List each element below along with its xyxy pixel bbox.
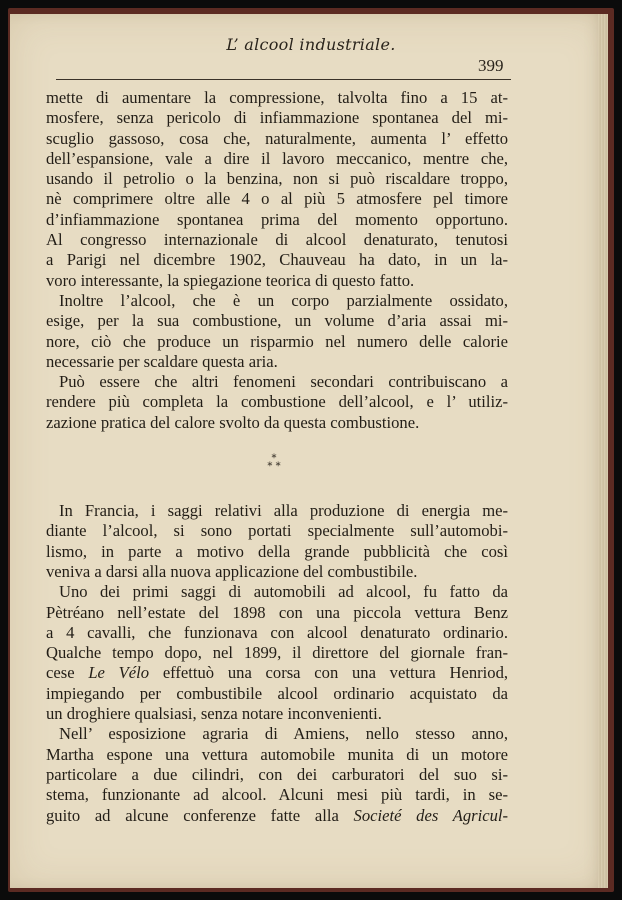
italic-title: Societé des Agricul-: [353, 805, 508, 825]
text-line: usando il petrolio o la benzina, non si può riscaldare troppo,: [46, 169, 508, 189]
page-number: 399: [478, 56, 504, 75]
text-line: a Parigi nel dicembre 1902, Chauveau ha dato, in un la-: [46, 250, 508, 270]
section-asterism: [46, 433, 508, 501]
page-edges: [598, 14, 608, 888]
asterism-mark: * * *: [267, 453, 281, 473]
text-line: stema, funzionante ad alcool. Alcuni mesi più tardi, in se-: [46, 785, 508, 805]
text-line: impiegando per combustibile alcool ordinario acquistato da: [46, 683, 508, 703]
text-fragment: guito ad alcune conferenze fatte alla: [46, 805, 339, 825]
italic-title: Le Vélo: [88, 663, 150, 683]
text-line: Inoltre l’alcool, che è un corpo parzialmente ossidato,: [59, 290, 508, 310]
text-line-mixed: [46, 806, 508, 826]
text-line: Nell’ esposizione agraria di Amiens, nello stesso anno,: [59, 724, 508, 744]
text-line: mette di aumentare la compressione, talvolta fino a 15 at-: [46, 88, 508, 107]
text-line: d’infiammazione spontanea prima del momento opportuno.: [46, 209, 508, 229]
text-line: Martha espone una vettura automobile munita di un motore: [46, 744, 508, 764]
text-line: dell’espansione, vale a dire il lavoro meccanico, mentre che,: [46, 148, 508, 168]
text-line: rendere più completa la combustione dell’alcool, e l’ utiliz-: [46, 392, 508, 412]
text-line: nè comprimere oltre alle 4 o al più 5 atmosfere pel timore: [46, 189, 508, 209]
text-fragment: effettuò una corsa con una vettura Henriod,: [162, 663, 509, 683]
text-line: particolare a due cilindri, con dei carburatori del suo si-: [46, 764, 508, 784]
text-line: mosfere, senza pericolo di infiammazione spontanea del mi-: [46, 108, 508, 128]
text-line: veniva a darsi alla nuova applicazione del combustibile.: [46, 561, 418, 581]
text-line: a 4 cavalli, che funzionava con alcool denaturato ordinario.: [46, 622, 508, 642]
header-rule: [56, 79, 511, 80]
text-line: zazione pratica del calore svolto da questa combustione.: [46, 412, 420, 432]
text-line: diante l’alcool, si sono portati specialmente sull’automobi-: [46, 521, 508, 541]
text-line: lismo, in parte a motivo della grande pubblicità che così: [46, 541, 508, 561]
text-line: voro interessante, la spiegazione teorica di questo fatto.: [46, 270, 415, 290]
text-line: Pètréano nell’estate del 1898 con una piccola vettura Benz: [46, 602, 508, 622]
text-line: esige, per la sua combustione, un volume d’aria assai mi-: [46, 311, 508, 331]
text-line: necessarie per scaldare questa aria.: [46, 351, 278, 371]
running-head-title: L’ alcool industriale.: [226, 35, 396, 54]
text-line: nore, ciò che produce un risparmio nel numero delle calorie: [46, 331, 508, 351]
page-body: [46, 88, 508, 826]
text-line: Al congresso internazionale di alcool denaturato, tenutosi: [46, 230, 508, 250]
text-line: Può essere che altri fenomeni secondari contribuiscano a: [59, 372, 508, 392]
text-fragment: cese: [46, 663, 75, 683]
text-line-mixed: [46, 663, 508, 683]
text-line: Uno dei primi saggi di automobili ad alcool, fu fatto da: [59, 582, 508, 602]
text-line: Qualche tempo dopo, nel 1899, il direttore del giornale fran-: [46, 643, 508, 663]
text-line: scuglio gassoso, cosa che, naturalmente, aumenta l’ effetto: [46, 128, 508, 148]
text-line: un droghiere qualsiasi, senza notare inconvenienti.: [46, 704, 382, 724]
text-line: In Francia, i saggi relativi alla produzione di energia me-: [59, 501, 508, 521]
